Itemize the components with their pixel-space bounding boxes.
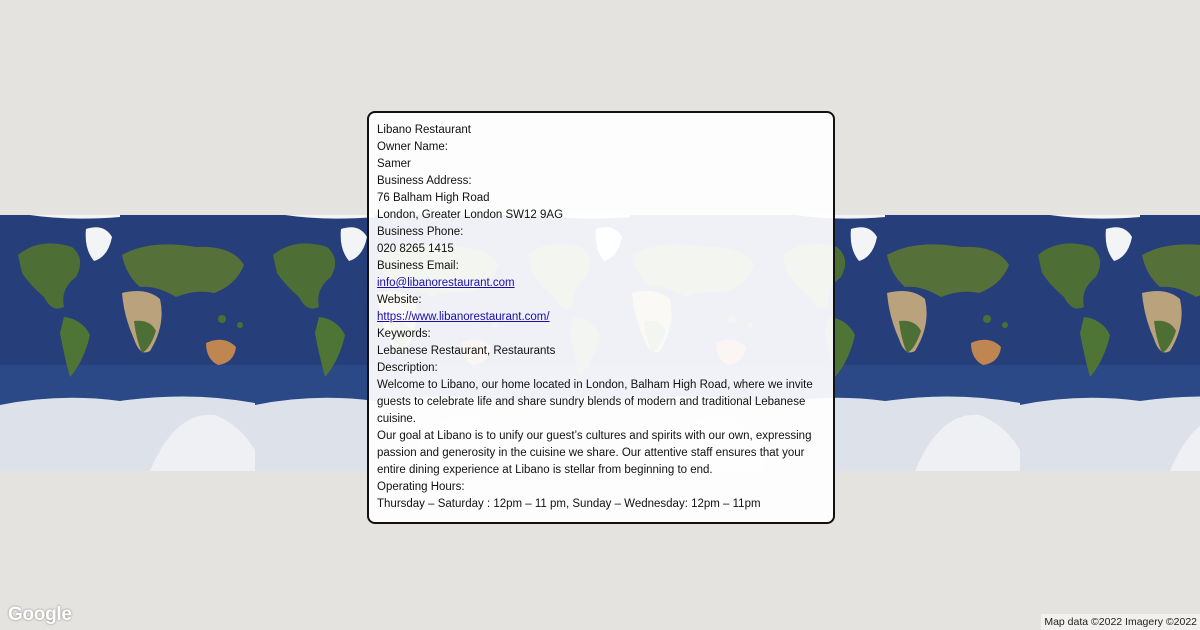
- hours-text: Thursday – Saturday : 12pm – 11 pm, Sunday – Wednesday: 12pm – 11pm: [377, 498, 761, 510]
- hours-label: Operating Hours:: [377, 481, 465, 493]
- description-paragraph-2: Our goal at Libano is to unify our guest’s cultures and spirits with our own, expressing passion and generosity in the cuisine we share. Our attentive staff ensures that your entire dining experience at Libano is stellar from beginning to end.: [377, 430, 812, 476]
- address-line-1: 76 Balham High Road: [377, 192, 490, 204]
- address-label: Business Address:: [377, 175, 472, 187]
- website-label: Website:: [377, 294, 422, 306]
- description-paragraph-1: Welcome to Libano, our home located in London, Balham High Road, where we invite guests to celebrate life and share sundry blends of modern and traditional Lebanese cuisine.: [377, 379, 813, 425]
- map-attribution: Map data ©2022 Imagery ©2022: [1041, 614, 1200, 630]
- email-label: Business Email:: [377, 260, 459, 272]
- keywords-text: Lebanese Restaurant, Restaurants: [377, 345, 556, 357]
- email-link[interactable]: info@libanorestaurant.com: [377, 277, 515, 289]
- business-info-card: [367, 111, 835, 524]
- description-label: Description:: [377, 362, 438, 374]
- owner-name: Samer: [377, 158, 411, 170]
- phone-label: Business Phone:: [377, 226, 464, 238]
- address-line-2: London, Greater London SW12 9AG: [377, 209, 564, 221]
- keywords-label: Keywords:: [377, 328, 431, 340]
- phone-number: 020 8265 1415: [377, 243, 454, 255]
- business-name: Libano Restaurant: [377, 124, 471, 136]
- website-link[interactable]: https://www.libanorestaurant.com/: [377, 311, 550, 323]
- google-logo[interactable]: Google: [8, 604, 72, 625]
- owner-label: Owner Name:: [377, 141, 448, 153]
